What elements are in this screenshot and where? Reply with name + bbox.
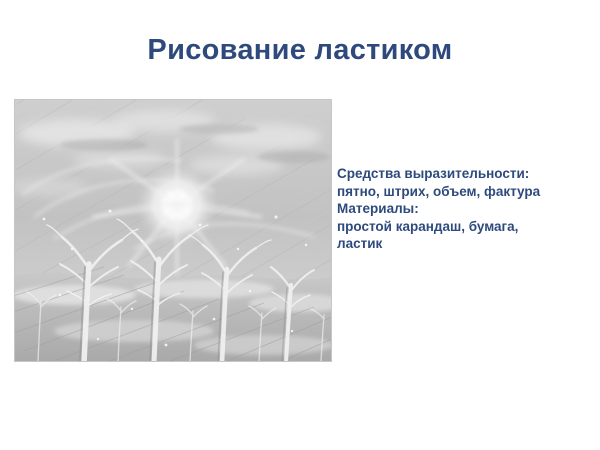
description-text-block <box>337 165 589 253</box>
artwork-image <box>14 99 332 362</box>
text-line-1: Средства выразительности: <box>337 166 530 181</box>
text-line-5: ластик <box>337 236 383 251</box>
winter-forest-illustration <box>14 99 332 362</box>
text-line-4: простой карандаш, бумага, <box>337 218 519 234</box>
text-line-2: пятно, штрих, объем, фактура <box>337 183 541 199</box>
page-title: Рисование ластиком <box>147 34 453 66</box>
text-line-3: Материалы: <box>337 201 419 216</box>
